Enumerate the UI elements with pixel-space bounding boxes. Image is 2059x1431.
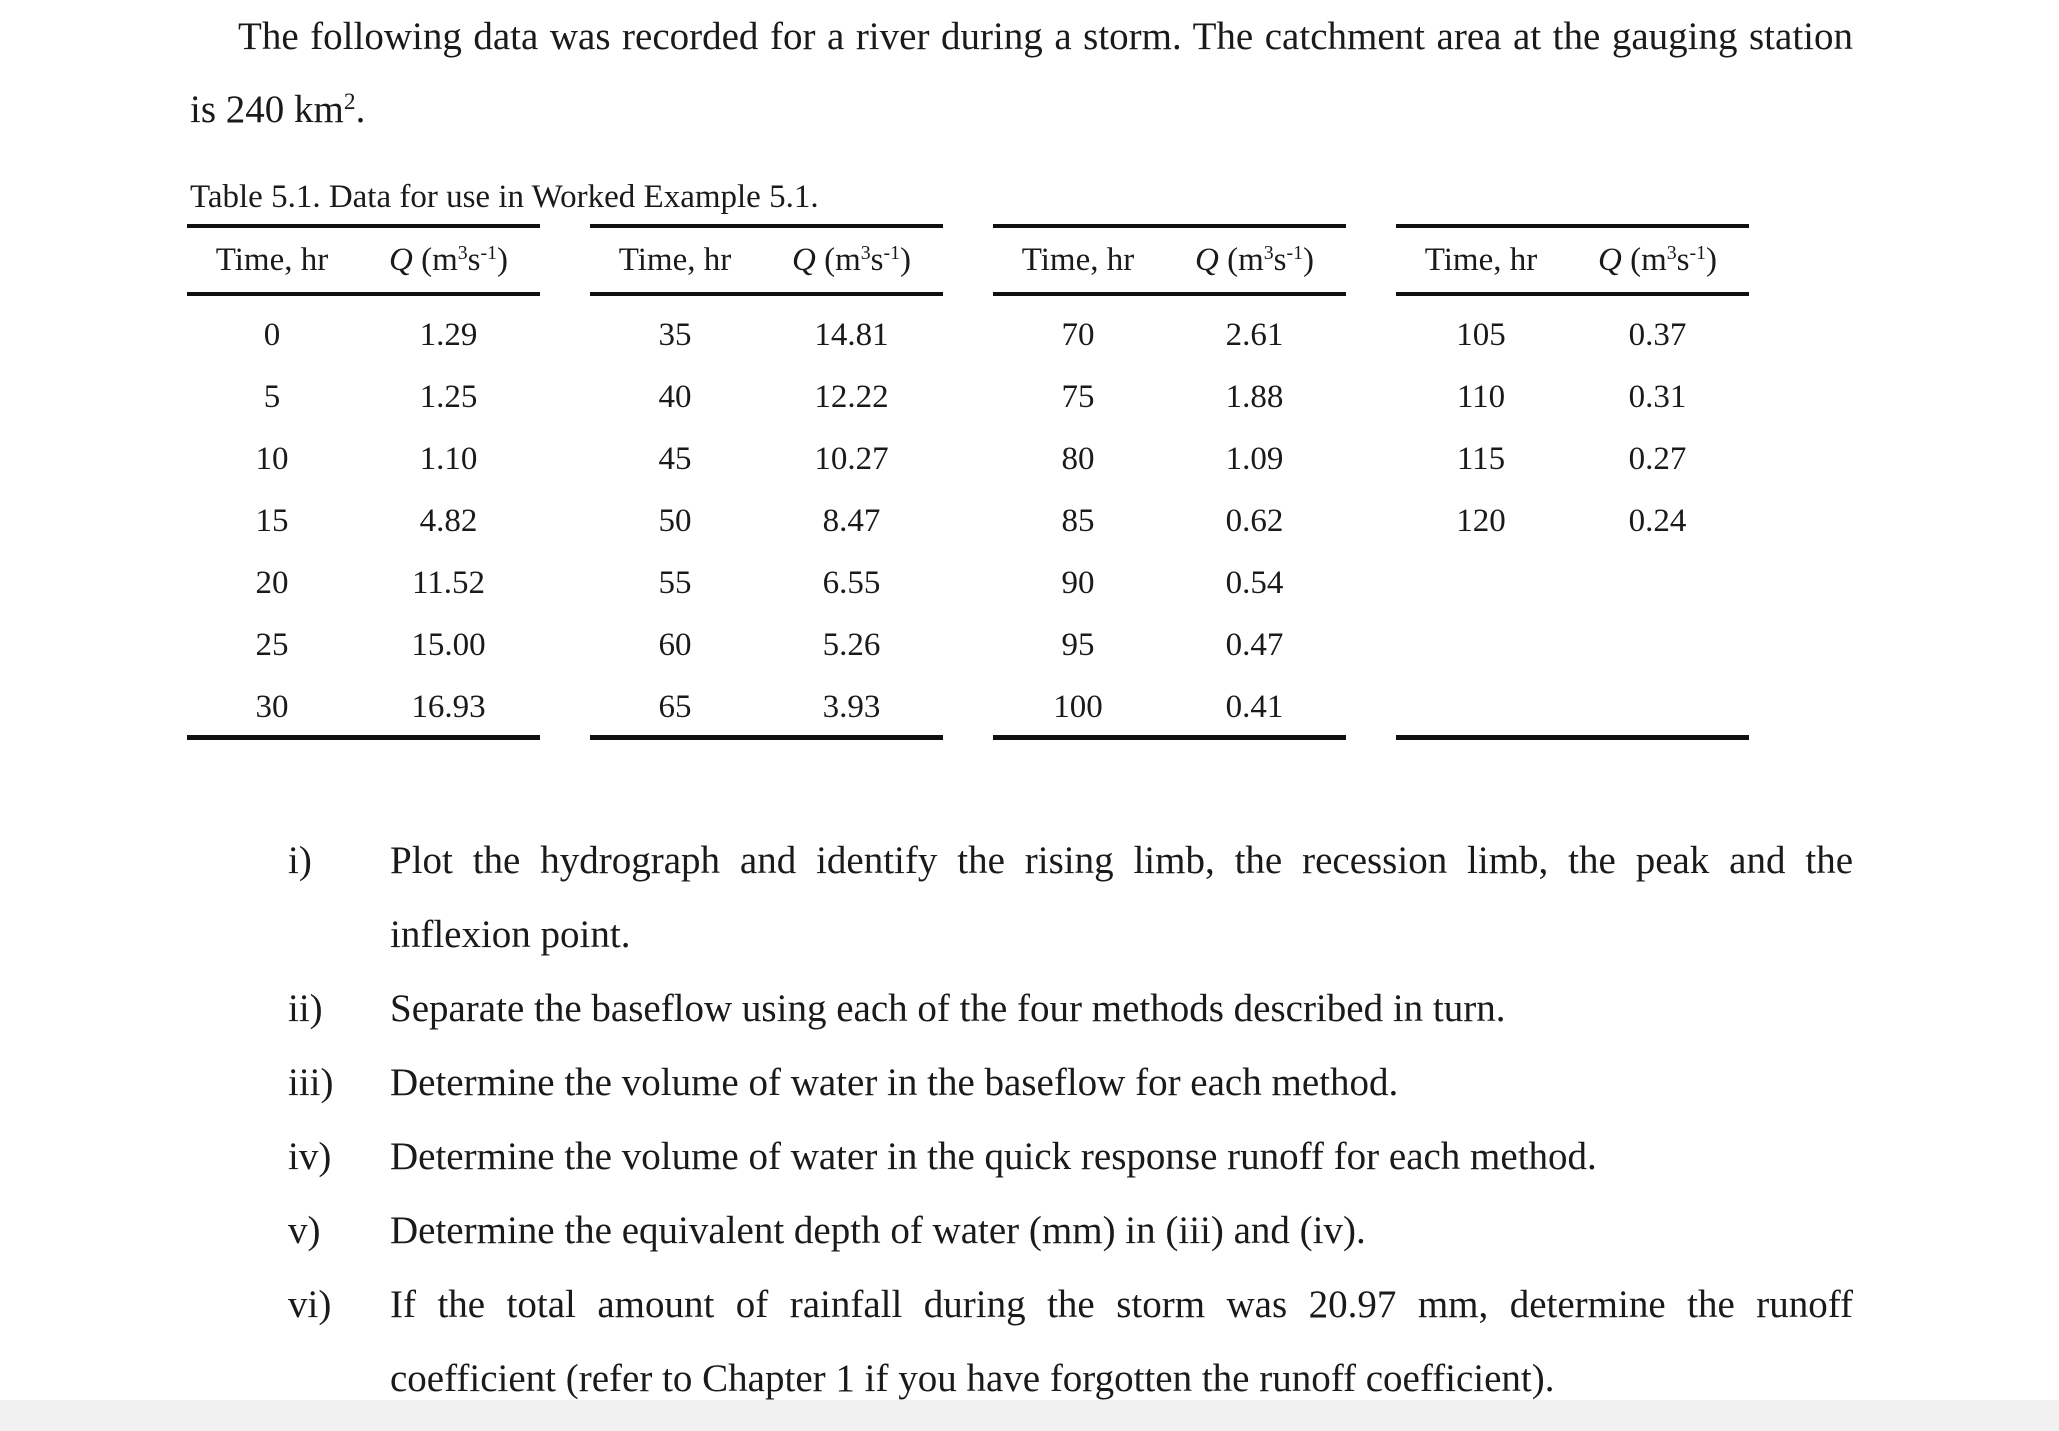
question-number: vi)	[288, 1283, 332, 1326]
discharge-cell: 0.41	[1225, 689, 1284, 725]
discharge-cell: 0.37	[1628, 317, 1687, 353]
discharge-cell: 15.00	[411, 627, 486, 663]
time-cell: 90	[1061, 565, 1095, 601]
table-row	[993, 366, 1346, 428]
question-text: Separate the baseflow using each of the four methods described in turn.	[390, 987, 1506, 1030]
time-cell: 105	[1456, 317, 1506, 353]
table-row	[590, 304, 943, 366]
question-item	[280, 1268, 1853, 1416]
table-rule-bottom	[590, 735, 943, 740]
discharge-cell: 5.26	[822, 627, 881, 663]
column-header-discharge: Q $(m^3s^{-1})$	[792, 242, 911, 278]
column-header-time: Time, hr	[215, 242, 329, 278]
table-row	[590, 676, 943, 738]
page-bottom-margin	[0, 1400, 2059, 1431]
data-table-block-4	[1396, 224, 1749, 740]
time-cell: 65	[658, 689, 692, 725]
time-cell: 45	[658, 441, 692, 477]
time-cell: 20	[255, 565, 289, 601]
intro-text: The following data was recorded for a river during a storm. The catchment area at the gauging station is 240 km	[190, 15, 1853, 131]
table-rule-top	[590, 224, 943, 228]
question-text: Determine the volume of water in the quick response runoff for each method.	[390, 1135, 1597, 1178]
table-row	[187, 614, 540, 676]
column-header-time: Time, hr	[1424, 242, 1538, 278]
question-text: Plot the hydrograph and identify the rising limb, the recession limb, the peak and the inflexion point.	[390, 839, 1853, 956]
time-cell: 40	[658, 379, 692, 415]
table-row	[187, 490, 540, 552]
time-cell: 110	[1456, 379, 1506, 415]
discharge-cell: 3.93	[822, 689, 881, 725]
table-row	[1396, 366, 1749, 428]
question-item	[280, 1120, 1853, 1194]
discharge-cell: 14.81	[814, 317, 889, 353]
table-row	[993, 552, 1346, 614]
time-cell: 35	[658, 317, 692, 353]
table-row	[590, 428, 943, 490]
discharge-cell: 6.55	[822, 565, 881, 601]
intro-end: .	[355, 88, 366, 131]
question-number: iv)	[288, 1135, 332, 1178]
table-rule-header	[590, 292, 943, 296]
question-text: If the total amount of rainfall during the storm was 20.97 mm, determine the runoff coefficient (refer to Chapter 1 if you have forgotten the runoff coefficient).	[390, 1283, 1853, 1400]
table-row	[993, 490, 1346, 552]
table-row	[187, 428, 540, 490]
discharge-cell: 11.52	[411, 565, 486, 601]
question-item	[280, 972, 1853, 1046]
column-header-discharge: Q $(m^3s^{-1})$	[389, 242, 508, 278]
discharge-cell: 0.24	[1628, 503, 1687, 539]
time-cell: 120	[1456, 503, 1506, 539]
column-header-time: Time, hr	[618, 242, 732, 278]
discharge-cell: 1.09	[1225, 441, 1284, 477]
time-cell: 70	[1061, 317, 1095, 353]
question-item	[280, 1046, 1853, 1120]
intro-superscript: 2	[343, 89, 356, 116]
time-cell: 75	[1061, 379, 1095, 415]
discharge-cell: 4.82	[419, 503, 478, 539]
discharge-cell: 12.22	[814, 379, 889, 415]
question-number: iii)	[288, 1061, 334, 1104]
time-cell: 50	[658, 503, 692, 539]
time-cell: 0	[263, 317, 281, 353]
discharge-cell: 1.88	[1225, 379, 1284, 415]
table-row	[1396, 428, 1749, 490]
table-row	[993, 304, 1346, 366]
discharge-cell: 1.10	[419, 441, 478, 477]
table-row	[590, 552, 943, 614]
table-row	[590, 366, 943, 428]
time-cell: 55	[658, 565, 692, 601]
table-row	[993, 614, 1346, 676]
table-caption: Table 5.1. Data for use in Worked Example 5.1.	[190, 179, 819, 215]
time-cell: 85	[1061, 503, 1095, 539]
table-rule-top	[187, 224, 540, 228]
discharge-cell: 1.25	[419, 379, 478, 415]
discharge-cell: 10.27	[814, 441, 889, 477]
time-cell: 15	[255, 503, 289, 539]
data-table-block-2	[590, 224, 943, 740]
table-row	[187, 552, 540, 614]
question-number: i)	[288, 839, 312, 882]
time-cell: 100	[1053, 689, 1103, 725]
time-cell: 10	[255, 441, 289, 477]
table-rule-bottom	[187, 735, 540, 740]
question-number: v)	[288, 1209, 321, 1252]
question-item	[280, 1194, 1853, 1268]
discharge-cell: 8.47	[822, 503, 881, 539]
column-header-discharge: Q $(m^3s^{-1})$	[1195, 242, 1314, 278]
time-cell: 5	[263, 379, 281, 415]
time-cell: 30	[255, 689, 289, 725]
discharge-cell: 1.29	[419, 317, 478, 353]
time-cell: 80	[1061, 441, 1095, 477]
discharge-cell: 2.61	[1225, 317, 1284, 353]
table-rule-bottom	[993, 735, 1346, 740]
discharge-cell: 0.47	[1225, 627, 1284, 663]
question-item	[280, 824, 1853, 972]
time-cell: 25	[255, 627, 289, 663]
table-row	[187, 366, 540, 428]
discharge-cell: 0.54	[1225, 565, 1284, 601]
table-row	[590, 490, 943, 552]
time-cell: 115	[1456, 441, 1506, 477]
table-row	[993, 428, 1346, 490]
time-cell: 60	[658, 627, 692, 663]
column-header-time: Time, hr	[1021, 242, 1135, 278]
table-row	[993, 676, 1346, 738]
question-number: ii)	[288, 987, 323, 1030]
time-cell: 95	[1061, 627, 1095, 663]
table-rule-top	[1396, 224, 1749, 228]
question-list	[280, 824, 1853, 1416]
table-row	[187, 304, 540, 366]
discharge-cell: 16.93	[411, 689, 486, 725]
table-rule-header	[187, 292, 540, 296]
discharge-cell: 0.31	[1628, 379, 1687, 415]
table-rule-top	[993, 224, 1346, 228]
table-rule-header	[1396, 292, 1749, 296]
table-row	[187, 676, 540, 738]
question-text: Determine the volume of water in the baseflow for each method.	[390, 1061, 1399, 1104]
question-text: Determine the equivalent depth of water (mm) in (iii) and (iv).	[390, 1209, 1366, 1252]
table-row	[590, 614, 943, 676]
intro-paragraph	[190, 0, 1853, 146]
table-row	[1396, 304, 1749, 366]
table-row	[1396, 490, 1749, 552]
discharge-cell: 0.27	[1628, 441, 1687, 477]
table-rule-bottom	[1396, 735, 1749, 740]
data-table-block-3	[993, 224, 1346, 740]
column-header-discharge: Q $(m^3s^{-1})$	[1598, 242, 1717, 278]
data-table-block-1	[187, 224, 540, 740]
table-rule-header	[993, 292, 1346, 296]
discharge-cell: 0.62	[1225, 503, 1284, 539]
